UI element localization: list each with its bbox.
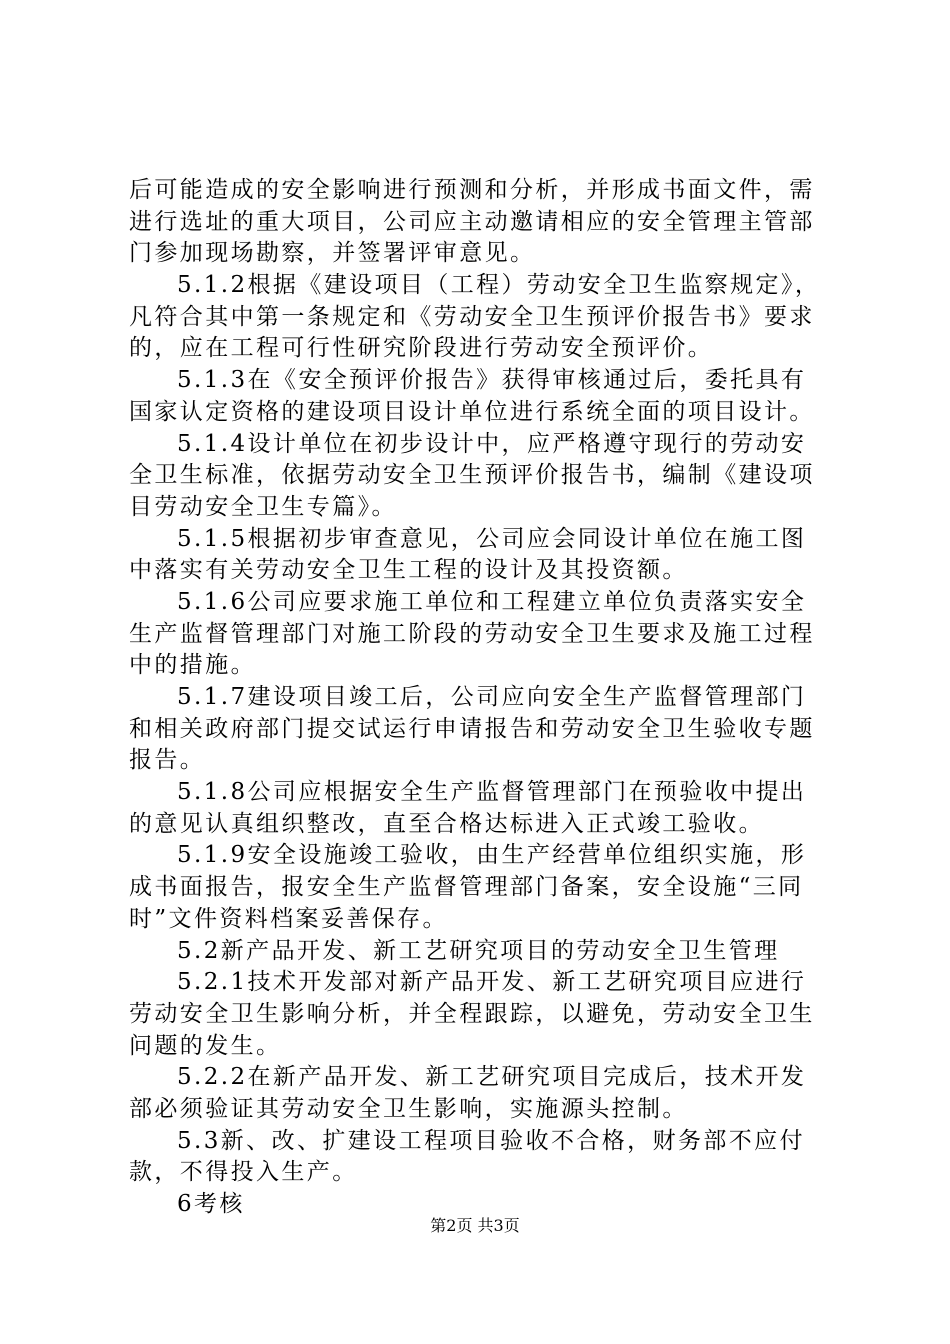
text-line: 5.1.7建设项目竣工后，公司应向安全生产监督管理部门 <box>177 684 807 710</box>
text-line: 问题的发生。 <box>129 1032 282 1059</box>
text-line: 全卫生标准，依据劳动安全卫生预评价报告书，编制《建设项 <box>129 462 815 489</box>
text-line: 凡符合其中第一条规定和《劳动安全卫生预评价报告书》要求 <box>129 303 815 330</box>
text-line: 5.2新产品开发、新工艺研究项目的劳动安全卫生管理 <box>177 937 780 964</box>
document-body <box>129 175 829 1221</box>
text-line: 款，不得投入生产。 <box>129 1159 358 1186</box>
text-line: 5.1.6公司应要求施工单位和工程建立单位负责落实安全 <box>177 588 807 615</box>
text-line: 5.1.9安全设施竣工验收，由生产经营单位组织实施，形 <box>177 842 807 869</box>
text-line: 6考核 <box>177 1191 245 1217</box>
text-line: 的，应在工程可行性研究阶段进行劳动安全预评价。 <box>129 335 714 362</box>
text-line: 报告。 <box>129 747 206 774</box>
text-line: 时”文件资料档案妥善保存。 <box>129 905 448 932</box>
text-line: 部必须验证其劳动安全卫生影响，实施源头控制。 <box>129 1095 688 1122</box>
text-line: 和相关政府部门提交试运行申请报告和劳动安全卫生验收专题 <box>129 715 815 742</box>
text-line: 劳动安全卫生影响分析，并全程跟踪，以避免，劳动安全卫生 <box>129 1000 815 1027</box>
text-line: 5.1.5根据初步审查意见，公司应会同设计单位在施工图 <box>177 525 807 552</box>
text-line: 后可能造成的安全影响进行预测和分析，并形成书面文件，需 <box>129 177 815 203</box>
text-line: 国家认定资格的建设项目设计单位进行系统全面的项目设计。 <box>129 398 815 425</box>
text-line: 5.2.2在新产品开发、新工艺研究项目完成后，技术开发 <box>177 1064 807 1091</box>
text-line: 进行选址的重大项目，公司应主动邀请相应的安全管理主管部 <box>129 208 815 235</box>
text-line: 5.2.1技术开发部对新产品开发、新工艺研究项目应进行 <box>177 969 807 996</box>
text-line: 5.1.8公司应根据安全生产监督管理部门在预验收中提出 <box>177 779 807 806</box>
text-line: 5.1.3在《安全预评价报告》获得审核通过后，委托具有 <box>177 367 807 394</box>
text-line: 中的措施。 <box>129 652 256 679</box>
text-line: 中落实有关劳动安全卫生工程的设计及其投资额。 <box>129 557 688 584</box>
text-line: 生产监督管理部门对施工阶段的劳动安全卫生要求及施工过程 <box>129 620 815 647</box>
text-line: 5.1.4设计单位在初步设计中，应严格遵守现行的劳动安 <box>177 430 807 457</box>
text-line: 门参加现场勘察，并签署评审意见。 <box>129 240 536 267</box>
page-footer: 第2页 共3页 <box>430 1216 520 1235</box>
text-line: 目劳动安全卫生专篇》。 <box>129 493 397 520</box>
text-line: 5.1.2根据《建设项目（工程）劳动安全卫生监察规定》， <box>177 272 821 299</box>
text-line: 成书面报告，报安全生产监督管理部门备案，安全设施“三同 <box>129 874 804 901</box>
text-line: 的意见认真组织整改，直至合格达标进入正式竣工验收。 <box>129 810 764 837</box>
text-line: 5.3新、改、扩建设工程项目验收不合格，财务部不应付 <box>177 1127 805 1154</box>
